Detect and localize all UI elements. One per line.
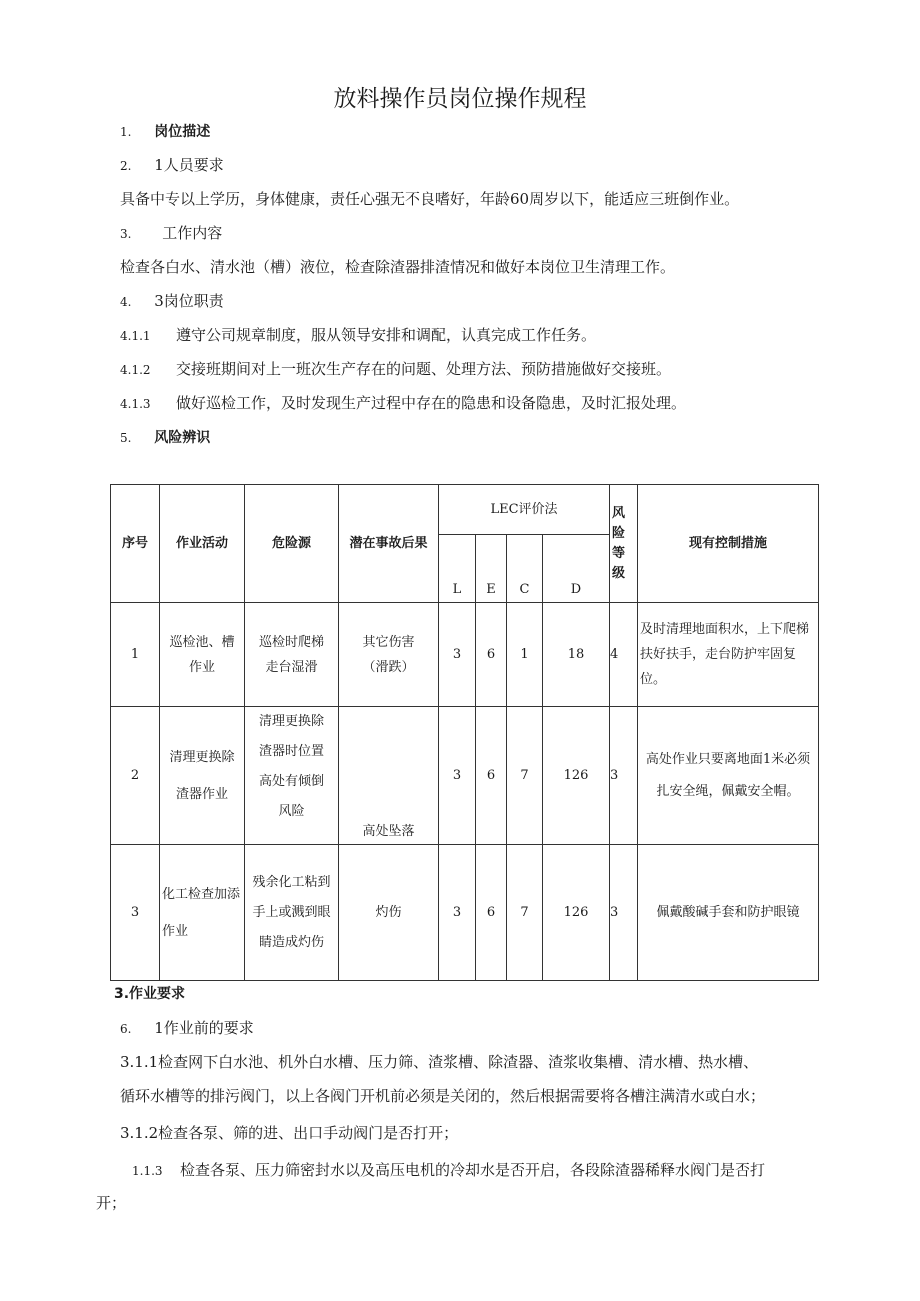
duty-number: 4.1.1 [120, 329, 151, 343]
duty-text: 交接班期间对上一班次生产存在的问题、处理方法、预防措施做好交接班。 [176, 360, 672, 378]
header-controls: 现有控制措施 [638, 485, 819, 603]
cell-C: 7 [507, 845, 543, 981]
cell-risk-level: 4 [610, 603, 638, 707]
requirements-text: 具备中专以上学历，身体健康，责任心强无不良嗜好，年龄60周岁以下，能适应三班倒作业。 [120, 190, 740, 208]
section-number: 5. [120, 431, 132, 445]
cell-L: 3 [439, 707, 476, 845]
item-text: 检查各泵、压力筛密封水以及高压电机的冷却水是否开启，各段除渣器稀释水阀门是否打 [180, 1161, 766, 1179]
section-4 [120, 291, 224, 312]
cell-no: 1 [111, 603, 160, 707]
section-label: 1人员要求 [154, 156, 224, 174]
cell-consequence: 其它伤害（滑跌） [339, 603, 439, 707]
cell-C: 7 [507, 707, 543, 845]
cell-controls: 佩戴酸碱手套和防护眼镜 [638, 845, 819, 981]
section-label: 工作内容 [162, 224, 223, 242]
cell-consequence: 高处坠落 [339, 707, 439, 845]
risk-table [110, 484, 819, 981]
page-title: 放料操作员岗位操作规程 [333, 86, 587, 112]
item-number: 1.1.3 [132, 1164, 163, 1178]
section-2 [120, 155, 224, 176]
cell-consequence: 灼伤 [339, 845, 439, 981]
section-label: 3岗位职责 [154, 292, 224, 310]
duty-text: 遵守公司规章制度，服从领导安排和调配，认真完成工作任务。 [176, 326, 597, 344]
header-L: L [439, 535, 476, 603]
section-number: 2. [120, 159, 132, 173]
item-3-1-1-line-1: 3.1.1检查网下白水池、机外白水槽、压力筛、渣浆槽、除渣器、渣浆收集槽、清水槽、热水槽、 [120, 1053, 759, 1071]
cell-controls: 及时清理地面积水，上下爬梯扶好扶手，走台防护牢固复位。 [638, 603, 819, 707]
duty-text: 做好巡检工作，及时发现生产过程中存在的隐患和设备隐患，及时汇报处理。 [176, 394, 687, 412]
cell-risk-level: 3 [610, 845, 638, 981]
cell-activity: 化工检查加添作业 [160, 845, 245, 981]
header-hazard: 危险源 [245, 485, 339, 603]
duty-item [120, 359, 671, 380]
header-no: 序号 [111, 485, 160, 603]
cell-hazard: 巡检时爬梯走台湿滑 [245, 603, 339, 707]
cell-no: 2 [111, 707, 160, 845]
table-row [111, 603, 819, 707]
cell-hazard: 清理更换除渣器时位置高处有倾倒风险 [245, 707, 339, 845]
cell-hazard: 残余化工粘到手上或溅到眼睛造成灼伤 [245, 845, 339, 981]
duty-item [120, 393, 686, 414]
cell-activity: 巡检池、槽作业 [160, 603, 245, 707]
section-label: 风险辨识 [154, 430, 211, 446]
section-3 [120, 223, 222, 244]
table-header-row [111, 485, 819, 535]
item-3-1-2: 3.1.2检查各泵、筛的进、出口手动阀门是否打开； [120, 1124, 459, 1142]
cell-L: 3 [439, 603, 476, 707]
duty-number: 4.1.3 [120, 397, 151, 411]
section-1 [120, 121, 210, 142]
cell-L: 3 [439, 845, 476, 981]
section-6 [120, 1018, 254, 1039]
table-row [111, 707, 819, 845]
table-row [111, 845, 819, 981]
item-1-1-3-line-2: 开； [96, 1194, 127, 1212]
item-1-1-3-line-1 [132, 1160, 765, 1181]
section-number: 6. [120, 1022, 132, 1036]
cell-C: 1 [507, 603, 543, 707]
header-activity: 作业活动 [160, 485, 245, 603]
header-consequence: 潜在事故后果 [339, 485, 439, 603]
header-C: C [507, 535, 543, 603]
header-E: E [476, 535, 507, 603]
cell-E: 6 [476, 603, 507, 707]
header-D: D [543, 535, 610, 603]
cell-D: 126 [543, 845, 610, 981]
work-content-text: 检查各白水、清水池（槽）液位，检查除渣器排渣情况和做好本岗位卫生清理工作。 [120, 258, 676, 276]
cell-D: 126 [543, 707, 610, 845]
cell-risk-level: 3 [610, 707, 638, 845]
cell-activity: 清理更换除渣器作业 [160, 707, 245, 845]
cell-E: 6 [476, 707, 507, 845]
cell-D: 18 [543, 603, 610, 707]
header-risk-level: 风险等级 [610, 485, 638, 603]
cell-no: 3 [111, 845, 160, 981]
cell-E: 6 [476, 845, 507, 981]
duty-number: 4.1.2 [120, 363, 151, 377]
section-work-requirements: 3.作业要求 [114, 986, 186, 1002]
section-5 [120, 427, 210, 448]
section-label: 1作业前的要求 [154, 1019, 254, 1037]
section-number: 1. [120, 125, 132, 139]
duty-item [120, 325, 596, 346]
section-number: 3. [120, 227, 132, 241]
section-label: 岗位描述 [154, 124, 211, 140]
header-lec: LEC评价法 [439, 485, 610, 535]
section-number: 4. [120, 295, 132, 309]
cell-controls: 高处作业只要离地面1米必须扎安全绳，佩戴安全帽。 [638, 707, 819, 845]
item-3-1-1-line-2: 循环水槽等的排污阀门，以上各阀门开机前必须是关闭的，然后根据需要将各槽注满清水或白水； [120, 1087, 766, 1105]
